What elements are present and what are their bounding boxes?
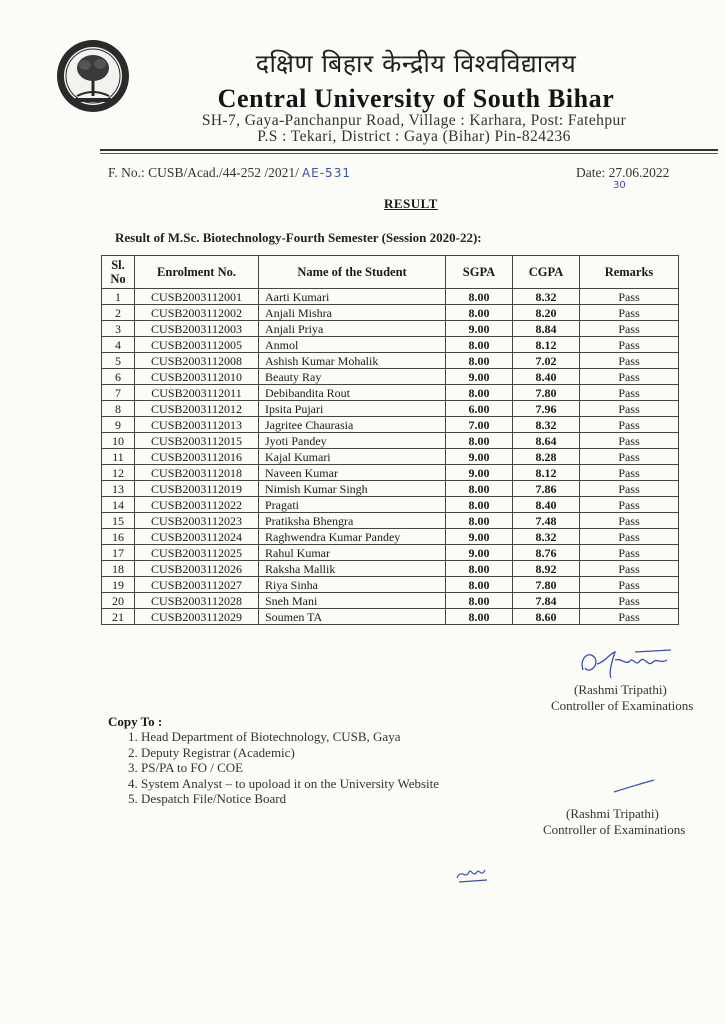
cell-enrolment: CUSB2003112002 [135, 305, 259, 321]
header-cgpa: CGPA [513, 256, 580, 289]
cell-sl-no: 13 [102, 481, 135, 497]
table-row [102, 577, 679, 593]
cell-sl-no: 12 [102, 465, 135, 481]
cell-cgpa: 8.84 [513, 321, 580, 337]
list-item: 1. Head Department of Biotechnology, CUSB, Gaya [141, 729, 439, 745]
cell-remarks: Pass [580, 481, 679, 497]
cell-sgpa: 9.00 [446, 321, 513, 337]
cell-student-name: Jyoti Pandey [259, 433, 446, 449]
cell-cgpa: 8.40 [513, 369, 580, 385]
table-row [102, 449, 679, 465]
cell-cgpa: 7.80 [513, 577, 580, 593]
cell-cgpa: 8.20 [513, 305, 580, 321]
table-body [102, 289, 679, 625]
cell-remarks: Pass [580, 305, 679, 321]
date-handwritten-note: 30 [613, 180, 626, 191]
cell-student-name: Raksha Mallik [259, 561, 446, 577]
cell-student-name: Riya Sinha [259, 577, 446, 593]
cell-student-name: Jagritee Chaurasia [259, 417, 446, 433]
cell-student-name: Ipsita Pujari [259, 401, 446, 417]
cell-remarks: Pass [580, 529, 679, 545]
cell-remarks: Pass [580, 353, 679, 369]
table-row [102, 417, 679, 433]
header-enrolment: Enrolment No. [135, 256, 259, 289]
cell-cgpa: 8.32 [513, 529, 580, 545]
cell-cgpa: 8.28 [513, 449, 580, 465]
table-row [102, 401, 679, 417]
cell-student-name: Pragati [259, 497, 446, 513]
cell-cgpa: 7.48 [513, 513, 580, 529]
table-row [102, 353, 679, 369]
signatory-title-copy: Controller of Examinations [543, 822, 686, 837]
cell-enrolment: CUSB2003112005 [135, 337, 259, 353]
university-name-english: Central University of South Bihar [217, 84, 615, 113]
cell-enrolment: CUSB2003112013 [135, 417, 259, 433]
cell-cgpa: 8.40 [513, 497, 580, 513]
cell-student-name: Anmol [259, 337, 446, 353]
university-name-hindi: दक्षिण बिहार केन्द्रीय विश्वविद्यालय [255, 49, 577, 78]
table-row [102, 337, 679, 353]
result-heading: RESULT [384, 196, 438, 211]
cell-sgpa: 9.00 [446, 369, 513, 385]
table-row [102, 465, 679, 481]
cell-cgpa: 7.80 [513, 385, 580, 401]
cell-sl-no: 21 [102, 609, 135, 625]
cell-sl-no: 20 [102, 593, 135, 609]
cell-remarks: Pass [580, 561, 679, 577]
list-item: 2. Deputy Registrar (Academic) [141, 745, 439, 761]
cell-student-name: Debibandita Rout [259, 385, 446, 401]
header-sgpa: SGPA [446, 256, 513, 289]
table-row [102, 593, 679, 609]
table-row [102, 513, 679, 529]
cell-cgpa: 8.92 [513, 561, 580, 577]
cell-sl-no: 17 [102, 545, 135, 561]
cell-cgpa: 8.32 [513, 417, 580, 433]
cell-student-name: Anjali Mishra [259, 305, 446, 321]
cell-remarks: Pass [580, 401, 679, 417]
university-seal-icon [55, 38, 131, 114]
cell-sl-no: 1 [102, 289, 135, 305]
table-row [102, 609, 679, 625]
cell-student-name: Nimish Kumar Singh [259, 481, 446, 497]
cell-enrolment: CUSB2003112016 [135, 449, 259, 465]
cell-sgpa: 8.00 [446, 561, 513, 577]
cell-student-name: Sneh Mani [259, 593, 446, 609]
cell-sgpa: 9.00 [446, 545, 513, 561]
header-remarks: Remarks [580, 256, 679, 289]
file-number-handwritten: AE-531 [301, 166, 351, 180]
cell-cgpa: 7.86 [513, 481, 580, 497]
cell-student-name: Ashish Kumar Mohalik [259, 353, 446, 369]
cell-remarks: Pass [580, 289, 679, 305]
cell-student-name: Pratiksha Bhengra [259, 513, 446, 529]
table-row [102, 305, 679, 321]
cell-remarks: Pass [580, 545, 679, 561]
cell-sl-no: 6 [102, 369, 135, 385]
cell-sl-no: 18 [102, 561, 135, 577]
document-date: Date: 27.06.2022 [576, 165, 670, 180]
signatory-title: Controller of Examinations [551, 698, 694, 713]
cell-sgpa: 8.00 [446, 385, 513, 401]
signature-scribble [575, 640, 690, 685]
table-header-row [102, 256, 679, 289]
initials-scribble [453, 862, 493, 884]
cell-sgpa: 6.00 [446, 401, 513, 417]
cell-student-name: Kajal Kumari [259, 449, 446, 465]
cell-enrolment: CUSB2003112027 [135, 577, 259, 593]
cell-remarks: Pass [580, 593, 679, 609]
cell-sl-no: 15 [102, 513, 135, 529]
cell-sgpa: 9.00 [446, 449, 513, 465]
cell-sgpa: 9.00 [446, 465, 513, 481]
file-number-text: F. No.: CUSB/Acad./44-252 /2021/ [108, 165, 299, 180]
cell-sl-no: 14 [102, 497, 135, 513]
cell-sgpa: 8.00 [446, 433, 513, 449]
table-row [102, 433, 679, 449]
cell-cgpa: 8.12 [513, 465, 580, 481]
cell-remarks: Pass [580, 497, 679, 513]
cell-sgpa: 8.00 [446, 497, 513, 513]
cell-enrolment: CUSB2003112026 [135, 561, 259, 577]
cell-enrolment: CUSB2003112029 [135, 609, 259, 625]
cell-remarks: Pass [580, 417, 679, 433]
cell-sl-no: 16 [102, 529, 135, 545]
cell-enrolment: CUSB2003112025 [135, 545, 259, 561]
cell-sl-no: 11 [102, 449, 135, 465]
cell-enrolment: CUSB2003112019 [135, 481, 259, 497]
header-sl-no: Sl. No [102, 256, 135, 289]
cell-student-name: Anjali Priya [259, 321, 446, 337]
cell-sgpa: 8.00 [446, 481, 513, 497]
address-line-2: P.S : Tekari, District : Gaya (Bihar) Pin-824236 [257, 128, 571, 145]
file-number [108, 165, 351, 181]
cell-remarks: Pass [580, 465, 679, 481]
cell-cgpa: 8.76 [513, 545, 580, 561]
signatory-name-copy: (Rashmi Tripathi) [566, 806, 659, 821]
cell-sl-no: 5 [102, 353, 135, 369]
cell-sgpa: 8.00 [446, 593, 513, 609]
cell-remarks: Pass [580, 321, 679, 337]
cell-enrolment: CUSB2003112018 [135, 465, 259, 481]
cell-remarks: Pass [580, 577, 679, 593]
cell-remarks: Pass [580, 337, 679, 353]
cell-sgpa: 8.00 [446, 337, 513, 353]
cell-cgpa: 8.64 [513, 433, 580, 449]
table-row [102, 289, 679, 305]
header-divider [100, 149, 718, 151]
list-item: 5. Despatch File/Notice Board [141, 791, 439, 807]
table-row [102, 481, 679, 497]
cell-sgpa: 8.00 [446, 305, 513, 321]
cell-sl-no: 8 [102, 401, 135, 417]
list-item: 3. PS/PA to FO / COE [141, 760, 439, 776]
cell-cgpa: 7.02 [513, 353, 580, 369]
signatory-name: (Rashmi Tripathi) [574, 682, 667, 697]
cell-enrolment: CUSB2003112022 [135, 497, 259, 513]
cell-enrolment: CUSB2003112008 [135, 353, 259, 369]
table-row [102, 385, 679, 401]
list-item: 4. System Analyst – to upoload it on the University Website [141, 776, 439, 792]
cell-enrolment: CUSB2003112012 [135, 401, 259, 417]
cell-sl-no: 10 [102, 433, 135, 449]
table-row [102, 545, 679, 561]
cell-sl-no: 4 [102, 337, 135, 353]
cell-sgpa: 8.00 [446, 289, 513, 305]
cell-enrolment: CUSB2003112024 [135, 529, 259, 545]
cell-sl-no: 19 [102, 577, 135, 593]
signature-stroke [612, 778, 656, 794]
header-student-name: Name of the Student [259, 256, 446, 289]
table-row [102, 497, 679, 513]
cell-enrolment: CUSB2003112015 [135, 433, 259, 449]
cell-cgpa: 7.84 [513, 593, 580, 609]
cell-student-name: Rahul Kumar [259, 545, 446, 561]
cell-remarks: Pass [580, 433, 679, 449]
cell-cgpa: 8.12 [513, 337, 580, 353]
cell-remarks: Pass [580, 385, 679, 401]
cell-student-name: Raghwendra Kumar Pandey [259, 529, 446, 545]
cell-student-name: Naveen Kumar [259, 465, 446, 481]
cell-sgpa: 9.00 [446, 529, 513, 545]
table-row [102, 321, 679, 337]
cell-student-name: Aarti Kumari [259, 289, 446, 305]
cell-remarks: Pass [580, 609, 679, 625]
result-description: Result of M.Sc. Biotechnology-Fourth Semester (Session 2020-22): [115, 230, 482, 245]
cell-sgpa: 8.00 [446, 577, 513, 593]
table-row [102, 369, 679, 385]
cell-sgpa: 8.00 [446, 609, 513, 625]
cell-student-name: Soumen TA [259, 609, 446, 625]
cell-sl-no: 7 [102, 385, 135, 401]
cell-student-name: Beauty Ray [259, 369, 446, 385]
cell-sl-no: 3 [102, 321, 135, 337]
cell-enrolment: CUSB2003112003 [135, 321, 259, 337]
cell-sl-no: 2 [102, 305, 135, 321]
cell-cgpa: 7.96 [513, 401, 580, 417]
cell-remarks: Pass [580, 369, 679, 385]
copy-to-label: Copy To : [108, 714, 163, 729]
cell-enrolment: CUSB2003112001 [135, 289, 259, 305]
copy-to-list [113, 729, 439, 807]
header-divider-thin [100, 153, 718, 154]
cell-enrolment: CUSB2003112028 [135, 593, 259, 609]
cell-enrolment: CUSB2003112011 [135, 385, 259, 401]
address-line-1: SH-7, Gaya-Panchanpur Road, Village : Karhara, Post: Fatehpur [201, 112, 627, 129]
cell-sgpa: 7.00 [446, 417, 513, 433]
cell-sgpa: 8.00 [446, 513, 513, 529]
table-row [102, 561, 679, 577]
cell-cgpa: 8.60 [513, 609, 580, 625]
cell-enrolment: CUSB2003112010 [135, 369, 259, 385]
cell-cgpa: 8.32 [513, 289, 580, 305]
results-table [101, 255, 679, 625]
cell-sgpa: 8.00 [446, 353, 513, 369]
table-row [102, 529, 679, 545]
cell-enrolment: CUSB2003112023 [135, 513, 259, 529]
cell-sl-no: 9 [102, 417, 135, 433]
cell-remarks: Pass [580, 513, 679, 529]
cell-remarks: Pass [580, 449, 679, 465]
